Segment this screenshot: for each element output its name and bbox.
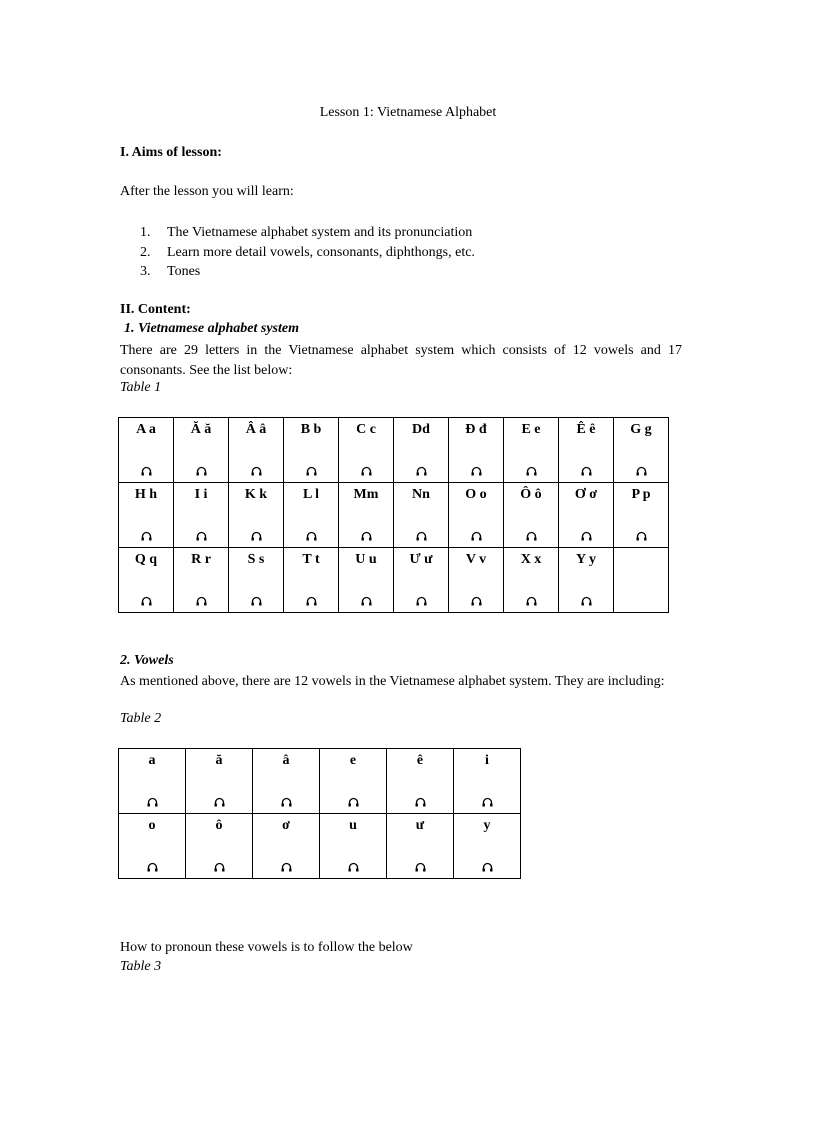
letter-label: â bbox=[282, 753, 290, 768]
table-cell bbox=[119, 548, 174, 613]
table-cell bbox=[174, 418, 229, 483]
table-cell bbox=[253, 814, 320, 879]
headphones-icon[interactable] bbox=[186, 861, 252, 877]
aims-heading: I. Aims of lesson: bbox=[120, 145, 222, 160]
pronounce-text: How to pronoun these vowels is to follow the below bbox=[120, 940, 413, 955]
letter-label: ơ bbox=[282, 818, 290, 833]
content-heading: II. Content: bbox=[120, 302, 191, 317]
aims-intro: After the lesson you will learn: bbox=[120, 184, 294, 199]
table-cell bbox=[387, 814, 454, 879]
letter-label: B b bbox=[300, 422, 322, 437]
letter-label: U u bbox=[355, 552, 377, 567]
list-text: Learn more detail vowels, consonants, diphthongs, etc. bbox=[167, 244, 475, 260]
table-cell bbox=[186, 814, 253, 879]
letter-label: Nn bbox=[412, 487, 430, 502]
letter-label: e bbox=[349, 753, 357, 768]
table-cell bbox=[559, 483, 614, 548]
vowels-paragraph: As mentioned above, there are 12 vowels in the Vietnamese alphabet system. They are including: bbox=[120, 674, 665, 689]
headphones-icon[interactable] bbox=[394, 595, 448, 611]
letter-label: X x bbox=[520, 552, 542, 567]
table-cell bbox=[229, 548, 284, 613]
table-cell bbox=[394, 418, 449, 483]
table-row bbox=[119, 483, 669, 548]
table-cell bbox=[559, 418, 614, 483]
headphones-icon[interactable] bbox=[284, 595, 338, 611]
letter-label: C c bbox=[356, 422, 376, 437]
letter-label: Mm bbox=[353, 487, 379, 502]
vowels-table bbox=[118, 748, 521, 879]
table-cell bbox=[504, 418, 559, 483]
table-cell bbox=[174, 483, 229, 548]
headphones-icon[interactable] bbox=[614, 530, 668, 546]
table-cell bbox=[119, 483, 174, 548]
letter-label: H h bbox=[134, 487, 158, 502]
headphones-icon[interactable] bbox=[449, 465, 503, 481]
headphones-icon[interactable] bbox=[387, 861, 453, 877]
table-cell bbox=[284, 418, 339, 483]
headphones-icon[interactable] bbox=[449, 530, 503, 546]
letter-label: y bbox=[483, 818, 491, 833]
letter-label: u bbox=[349, 818, 357, 833]
table-cell bbox=[119, 749, 186, 814]
headphones-icon[interactable] bbox=[504, 465, 558, 481]
headphones-icon[interactable] bbox=[449, 595, 503, 611]
list-number: 3. bbox=[140, 264, 151, 279]
list-number: 1. bbox=[140, 225, 151, 240]
headphones-icon[interactable] bbox=[229, 530, 283, 546]
letter-label: Â â bbox=[245, 422, 267, 437]
letter-label: Y y bbox=[575, 552, 597, 567]
table-cell bbox=[174, 548, 229, 613]
list-text: The Vietnamese alphabet system and its pronunciation bbox=[167, 225, 473, 240]
list-item bbox=[140, 223, 475, 243]
headphones-icon[interactable] bbox=[174, 530, 228, 546]
letter-label: S s bbox=[247, 552, 265, 567]
table-cell bbox=[339, 548, 394, 613]
table-row bbox=[119, 814, 521, 879]
headphones-icon[interactable] bbox=[454, 796, 520, 812]
letter-label: R r bbox=[191, 552, 211, 567]
table3-caption: Table 3 bbox=[120, 959, 162, 974]
alphabet-table bbox=[118, 417, 669, 613]
table-cell bbox=[119, 418, 174, 483]
letter-label: V v bbox=[465, 552, 487, 567]
headphones-icon[interactable] bbox=[284, 530, 338, 546]
table2-caption: Table 2 bbox=[120, 711, 162, 726]
letter-label: a bbox=[148, 753, 156, 768]
headphones-icon[interactable] bbox=[253, 796, 319, 812]
table-cell bbox=[284, 483, 339, 548]
headphones-icon[interactable] bbox=[186, 796, 252, 812]
letter-label: A a bbox=[136, 422, 156, 437]
table-cell bbox=[449, 548, 504, 613]
letter-label: ô bbox=[215, 818, 223, 833]
list-text: Tones bbox=[167, 264, 201, 279]
headphones-icon[interactable] bbox=[174, 465, 228, 481]
letter-label: o bbox=[148, 818, 156, 833]
headphones-icon[interactable] bbox=[320, 861, 386, 877]
table-row bbox=[119, 418, 669, 483]
headphones-icon[interactable] bbox=[394, 465, 448, 481]
table-cell bbox=[284, 548, 339, 613]
headphones-icon[interactable] bbox=[253, 861, 319, 877]
letter-label: i bbox=[485, 753, 489, 768]
headphones-icon[interactable] bbox=[339, 595, 393, 611]
letter-label: Ư ư bbox=[409, 552, 433, 567]
letter-label: Ê ê bbox=[576, 422, 596, 437]
letter-label: Đ đ bbox=[465, 422, 487, 437]
letter-label: O o bbox=[465, 487, 487, 502]
letter-label: E e bbox=[521, 422, 541, 437]
table-cell bbox=[387, 749, 454, 814]
headphones-icon[interactable] bbox=[229, 465, 283, 481]
headphones-icon[interactable] bbox=[394, 530, 448, 546]
letter-label: G g bbox=[630, 422, 652, 437]
table-cell bbox=[614, 483, 669, 548]
list-item bbox=[140, 262, 475, 282]
headphones-icon[interactable] bbox=[559, 595, 613, 611]
headphones-icon[interactable] bbox=[174, 595, 228, 611]
table-cell bbox=[229, 483, 284, 548]
headphones-icon[interactable] bbox=[119, 796, 185, 812]
vowels-heading: 2. Vowels bbox=[120, 653, 174, 668]
letter-label: I i bbox=[194, 487, 208, 502]
letter-label: Ô ô bbox=[520, 487, 542, 502]
headphones-icon[interactable] bbox=[119, 861, 185, 877]
table-row bbox=[119, 548, 669, 613]
table-cell bbox=[454, 814, 521, 879]
table-cell bbox=[504, 483, 559, 548]
table-cell bbox=[614, 548, 669, 613]
headphones-icon[interactable] bbox=[119, 595, 173, 611]
headphones-icon[interactable] bbox=[559, 465, 613, 481]
letter-label: Q q bbox=[134, 552, 158, 567]
headphones-icon[interactable] bbox=[320, 796, 386, 812]
headphones-icon[interactable] bbox=[284, 465, 338, 481]
list-item bbox=[140, 243, 475, 263]
headphones-icon[interactable] bbox=[339, 530, 393, 546]
table-cell bbox=[119, 814, 186, 879]
table-cell bbox=[186, 749, 253, 814]
headphones-icon[interactable] bbox=[504, 595, 558, 611]
table-cell bbox=[614, 418, 669, 483]
headphones-icon[interactable] bbox=[119, 530, 173, 546]
alphabet-heading: 1. Vietnamese alphabet system bbox=[124, 321, 299, 336]
headphones-icon[interactable] bbox=[454, 861, 520, 877]
table-cell bbox=[320, 749, 387, 814]
headphones-icon[interactable] bbox=[119, 465, 173, 481]
headphones-icon[interactable] bbox=[559, 530, 613, 546]
aims-list bbox=[140, 223, 475, 282]
table-cell bbox=[229, 418, 284, 483]
table-cell bbox=[394, 483, 449, 548]
table-cell bbox=[253, 749, 320, 814]
table-cell bbox=[449, 418, 504, 483]
table-cell bbox=[320, 814, 387, 879]
letter-label: T t bbox=[302, 552, 320, 567]
alphabet-paragraph: There are 29 letters in the Vietnamese alphabet system which consists of 12 vowels and 17 consonants. See the list below: bbox=[120, 343, 682, 378]
letter-label: P p bbox=[631, 487, 651, 502]
headphones-icon[interactable] bbox=[504, 530, 558, 546]
headphones-icon[interactable] bbox=[229, 595, 283, 611]
letter-label: Ơ ơ bbox=[574, 487, 598, 502]
headphones-icon[interactable] bbox=[614, 465, 668, 481]
table-row bbox=[119, 749, 521, 814]
table-cell bbox=[504, 548, 559, 613]
letter-label: L l bbox=[303, 487, 319, 502]
table1-caption: Table 1 bbox=[120, 380, 162, 395]
headphones-icon[interactable] bbox=[339, 465, 393, 481]
headphones-icon[interactable] bbox=[387, 796, 453, 812]
table-cell bbox=[339, 418, 394, 483]
table-cell bbox=[559, 548, 614, 613]
letter-label: K k bbox=[244, 487, 268, 502]
table-cell bbox=[339, 483, 394, 548]
letter-label: Ă ă bbox=[190, 422, 212, 437]
list-number: 2. bbox=[140, 244, 151, 260]
table-cell bbox=[454, 749, 521, 814]
letter-label: ư bbox=[415, 818, 425, 833]
letter-label: ă bbox=[215, 753, 223, 768]
letter-label: ê bbox=[416, 753, 424, 768]
table-cell bbox=[449, 483, 504, 548]
table-cell bbox=[394, 548, 449, 613]
letter-label: Dd bbox=[412, 422, 430, 437]
page-title: Lesson 1: Vietnamese Alphabet bbox=[319, 105, 497, 120]
